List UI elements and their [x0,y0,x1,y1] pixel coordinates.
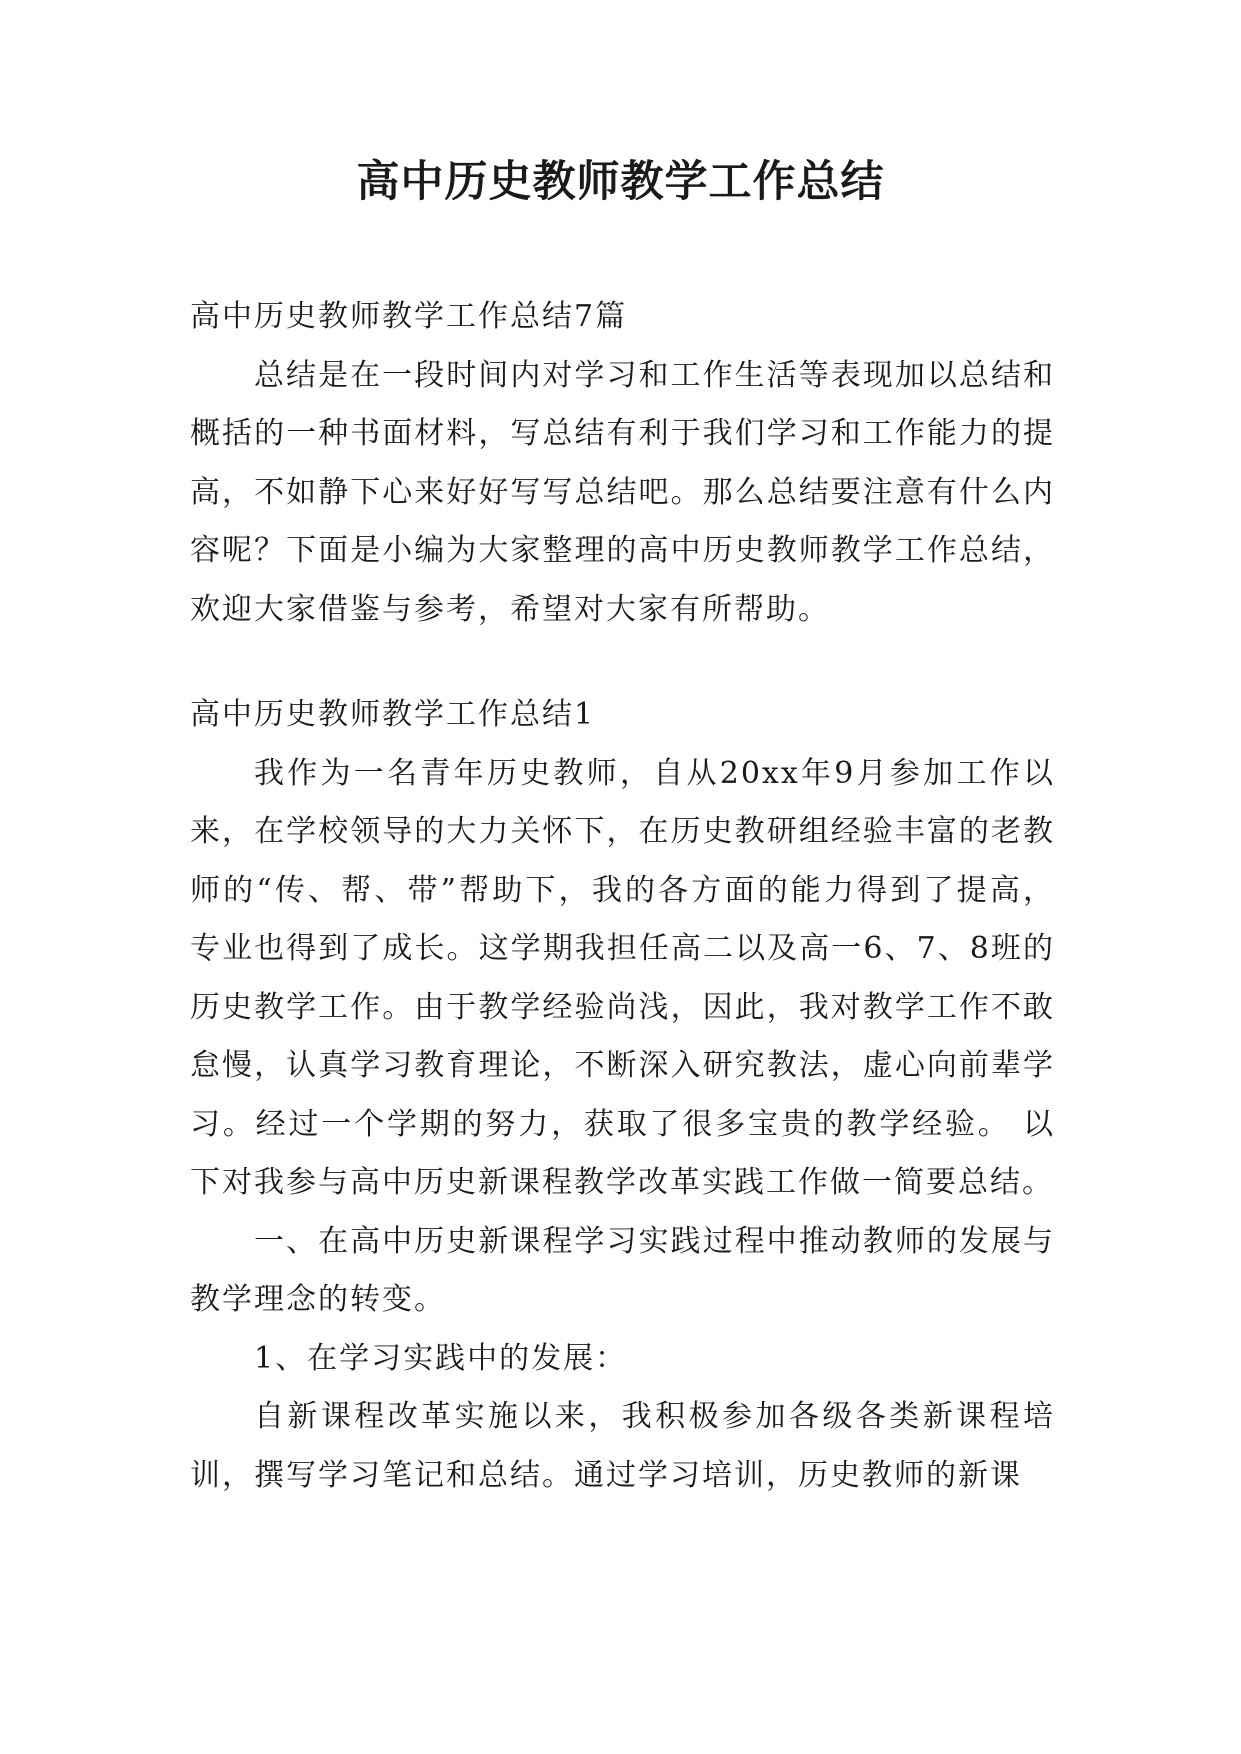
intro-paragraph: 总结是在一段时间内对学习和工作生活等表现加以总结和概括的一种书面材料，写总结有利于我们学习和工作能力的提高，不如静下心来好好写写总结吧。那么总结要注意有什么内容呢？下面是小编为大家整理的高中历史教师教学工作总结，欢迎大家借鉴与参考，希望对大家有所帮助。 [190,357,1055,627]
section-heading-1: 高中历史教师教学工作总结1 [190,697,596,732]
document-body [190,288,1055,1505]
body-paragraph: 我作为一名青年历史教师，自从20xx年9月参加工作以来，在学校领导的大力关怀下，在历史教研组经验丰富的老教师的“传、帮、带”帮助下，我的各方面的能力得到了提高，专业也得到了成长。这学期我担任高二以及高一6、7、8班的历史教学工作。由于教学经验尚浅，因此，我对教学工作不敢怠慢，认真学习教育理论，不断深入研究教法，虚心向前辈学习。经过一个学期的努力，获取了很多宝贵的教学经验。 以下对我参与高中历史新课程教学改革实践工作做一简要总结。 [190,755,1055,1200]
subsection-heading: 一、在高中历史新课程学习实践过程中推动教师的发展与教学理念的转变。 [190,1223,1055,1317]
subsection-item-heading: 1、在学习实践中的发展： [254,1340,628,1376]
body-paragraph: 自新课程改革实施以来，我积极参加各级各类新课程培训，撰写学习笔记和总结。通过学习培训，历史教师的新课 [190,1399,1055,1493]
document-title: 高中历史教师教学工作总结 [356,157,885,207]
collection-heading: 高中历史教师教学工作总结7篇 [190,299,628,334]
